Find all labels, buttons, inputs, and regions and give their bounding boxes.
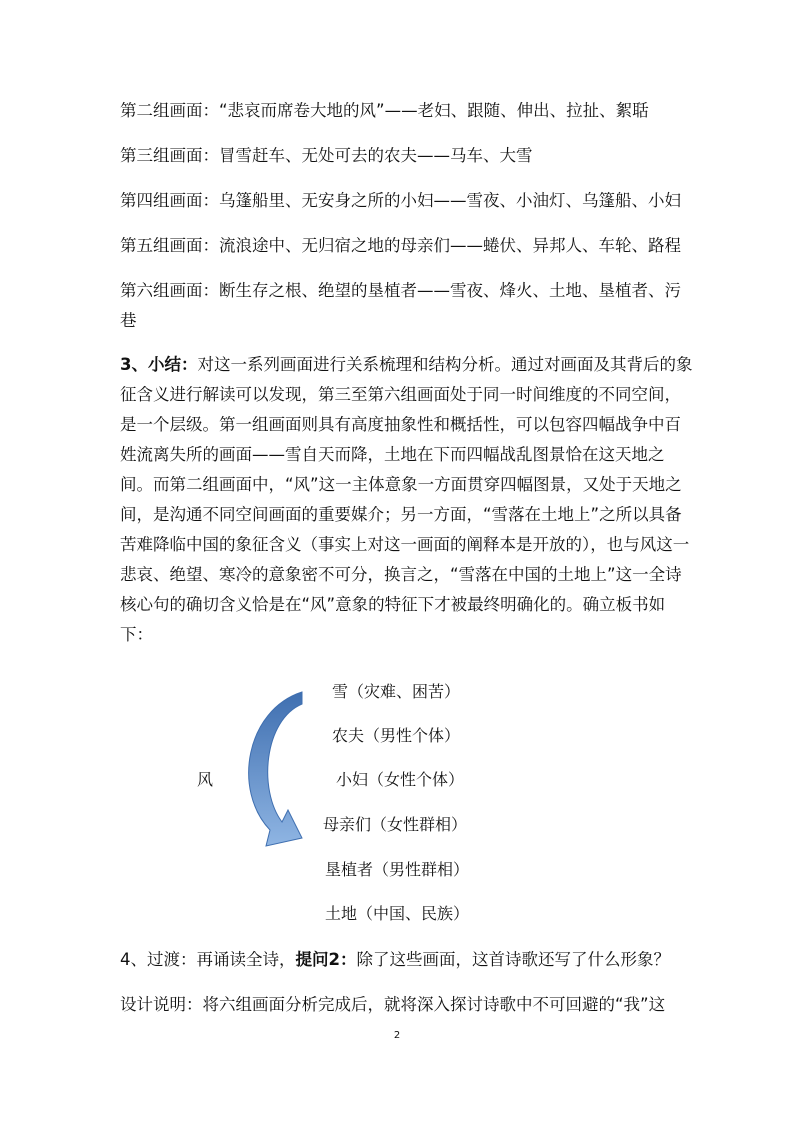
board-item-cultivators: 垦植者（男性群相）	[325, 860, 470, 879]
group-4-line: 第四组画面：乌篷船里、无安身之所的小妇——雪夜、小油灯、乌篷船、小妇	[120, 191, 681, 210]
board-item-farmer: 农夫（男性个体）	[332, 726, 461, 745]
summary-line-9: 核心句的确切含义恰是在“风”意象的特征下才被最终明确化的。确立板书如	[120, 595, 666, 614]
question-2-label: 提问2：	[295, 950, 357, 969]
summary-line-5: 间。而第二组画面中，“风”这一主体意象一方面贯穿四幅图景，又处于天地之	[120, 475, 682, 494]
group-5-line: 第五组画面：流浪途中、无归宿之地的母亲们——蜷伏、异邦人、车轮、路程	[120, 236, 681, 255]
summary-heading: 3、小结：	[120, 355, 198, 374]
summary-line-6: 间，是沟通不同空间画面的重要媒介；另一方面，“雪落在土地上”之所以具备	[120, 505, 682, 524]
transition-line: 4、过渡：再诵读全诗，提问2：除了这些画面，这首诗歌还写了什么形象？	[120, 950, 670, 969]
design-note-line: 设计说明：将六组画面分析完成后，就将深入探讨诗歌中不可回避的“我”这	[120, 995, 666, 1014]
group-3-line: 第三组画面：冒雪赶车、无处可去的农夫——马车、大雪	[120, 146, 533, 165]
group-6-line: 第六组画面：断生存之根、绝望的垦植者——雪夜、烽火、土地、垦植者、污	[120, 281, 681, 300]
summary-line-1: 3、小结：对这一系列画面进行关系梳理和结构分析。通过对画面及其背后的象	[120, 355, 693, 374]
summary-line-7: 苦难降临中国的象征含义（事实上对这一画面的阐释本是开放的），也与风这一	[120, 535, 690, 554]
summary-line-3: 是一个层级。第一组画面则具有高度抽象性和概括性，可以包容四幅战争中百	[120, 415, 681, 434]
board-item-mothers: 母亲们（女性群相）	[323, 815, 468, 834]
summary-line-8: 悲哀、绝望、寒冷的意象密不可分，换言之，“雪落在中国的土地上”这一全诗	[120, 565, 682, 584]
summary-line-2: 征含义进行解读可以发现，第三至第六组画面处于同一时间维度的不同空间，	[120, 385, 681, 404]
group-6-line-cont: 巷	[120, 311, 137, 330]
board-item-land: 土地（中国、民族）	[325, 904, 470, 923]
board-wind-label: 风	[197, 770, 214, 789]
page-number: 2	[393, 1030, 401, 1041]
summary-line-10: 下：	[120, 625, 153, 644]
group-2-line: 第二组画面：“悲哀而席卷大地的风”——老妇、跟随、伸出、拉扯、絮聒	[120, 101, 649, 120]
summary-line-4: 姓流离失所的画面——雪自天而降，土地在下而四幅战乱图景恰在这天地之	[120, 445, 665, 464]
board-item-young-woman: 小妇（女性个体）	[336, 770, 465, 789]
board-item-snow: 雪（灾难、困苦）	[332, 682, 461, 701]
